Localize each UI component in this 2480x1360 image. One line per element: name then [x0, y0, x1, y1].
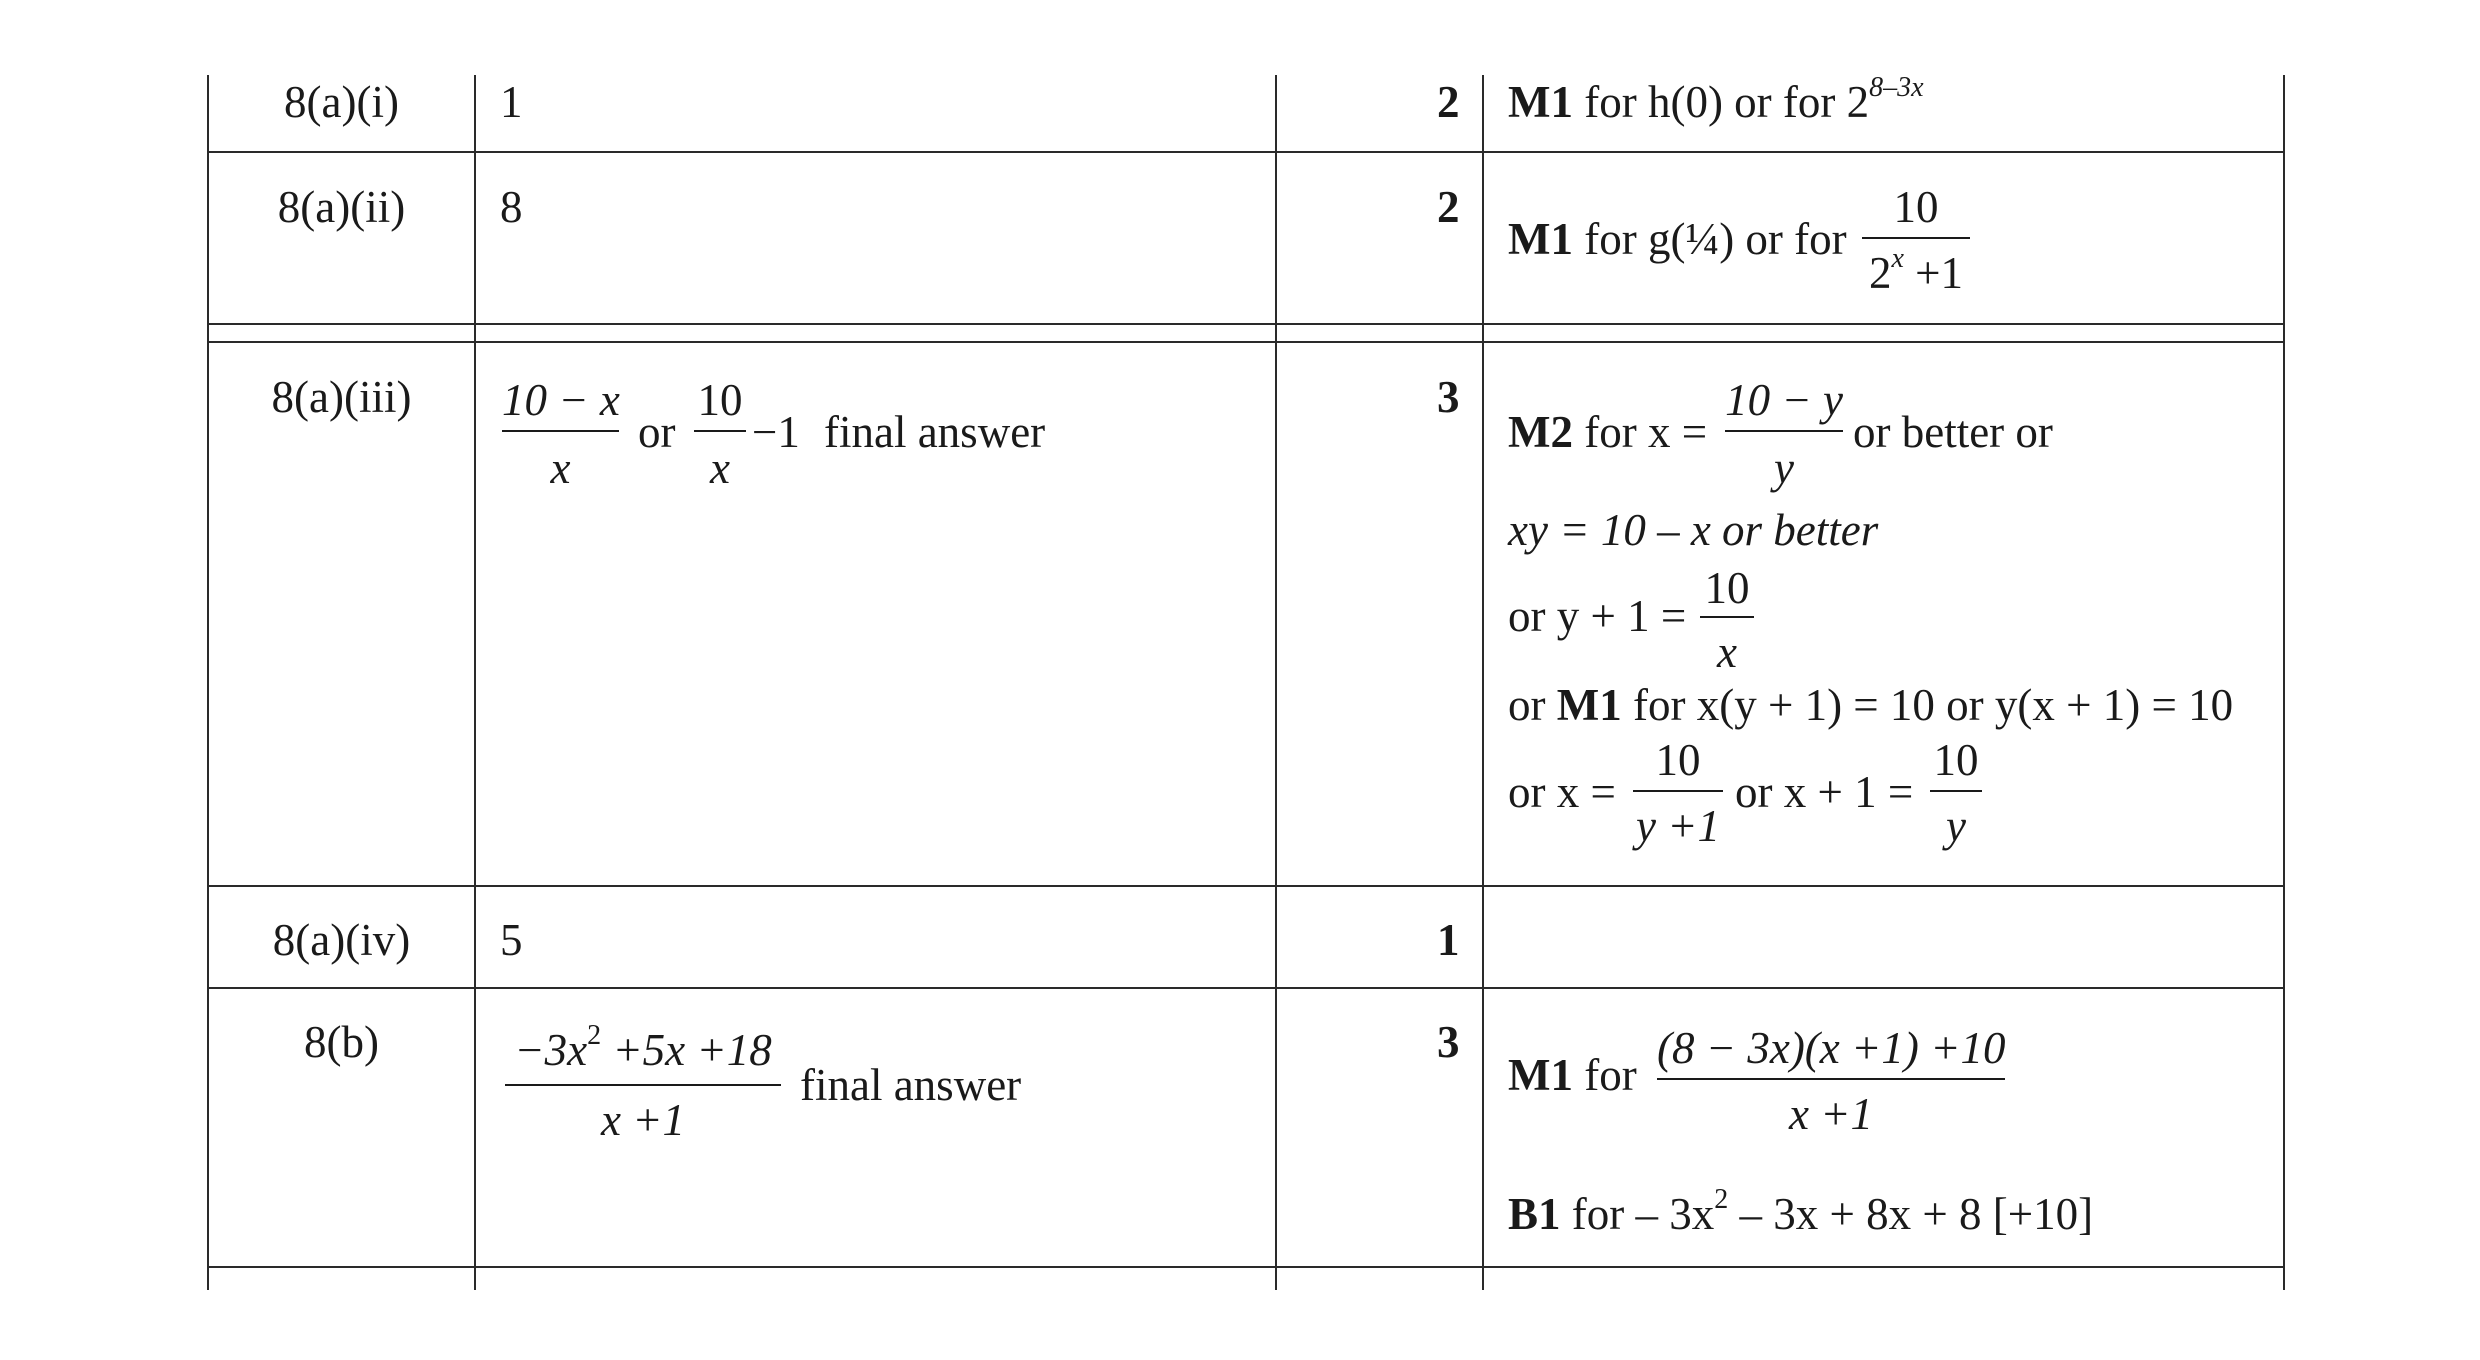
- fraction-bar: [1725, 430, 1843, 432]
- fraction-numerator: 10: [1893, 182, 1939, 232]
- guidance-text: for – 3x: [1571, 1189, 1715, 1239]
- guidance-text: for h(0) or for 2: [1584, 77, 1870, 127]
- question-number: 8(a)(i): [284, 77, 399, 127]
- answer-fraction: [502, 375, 620, 493]
- fraction-denominator: y: [1946, 801, 1966, 851]
- guidance-line: [1508, 407, 1708, 457]
- fraction-numerator: 10: [697, 375, 743, 425]
- fraction-bar: [1657, 1078, 2005, 1080]
- final-answer-note: final answer: [824, 407, 1046, 457]
- question-number: 8(a)(ii): [277, 182, 406, 232]
- table-border-right: [2283, 75, 2285, 1290]
- guidance-text: or x + 1 =: [1735, 767, 1914, 817]
- fraction: [1862, 182, 1970, 300]
- fraction-numerator: 10 − x: [502, 375, 620, 425]
- fraction-numerator: 10 − y: [1725, 375, 1843, 425]
- answer-fraction: [694, 375, 746, 493]
- fraction-numerator: 10: [1704, 563, 1750, 613]
- fraction: [1725, 375, 1843, 493]
- fraction-denominator: $2^x +1$: [1868, 243, 1964, 298]
- column-divider-answer: [474, 75, 476, 1290]
- answer-fraction: [505, 1020, 781, 1145]
- fraction-bar: [694, 430, 746, 432]
- guidance-cell: [1508, 214, 1847, 264]
- method-mark-label: M1: [1556, 680, 1622, 730]
- fraction-bar: [505, 1084, 781, 1086]
- guidance-line: or y + 1 =: [1508, 591, 1687, 641]
- answer-term: −1: [752, 407, 800, 457]
- guidance-cell: [1508, 72, 1924, 127]
- marks-cell: 1: [1437, 915, 1460, 965]
- row-divider-double-bottom: [207, 341, 2285, 343]
- question-number: 8(b): [304, 1017, 379, 1067]
- fraction: [1930, 735, 1982, 851]
- guidance-line: xy = 10 – x or better: [1508, 505, 1879, 555]
- marks-cell: 3: [1437, 1017, 1460, 1067]
- marks-cell: 2: [1437, 182, 1460, 232]
- column-divider-guidance: [1482, 75, 1484, 1290]
- guidance-line: or x =: [1508, 767, 1616, 817]
- row-divider: [207, 885, 2285, 887]
- fraction-denominator: x +1: [1788, 1089, 1874, 1139]
- fraction-denominator: x +1: [600, 1095, 686, 1145]
- exponent: 8–3x: [1869, 72, 1924, 103]
- question-number: 8(a)(iii): [271, 372, 412, 422]
- guidance-text: or: [1508, 680, 1546, 730]
- row-divider: [207, 987, 2285, 989]
- fraction-denominator: x: [1717, 627, 1737, 677]
- or-text: or: [638, 407, 676, 457]
- fraction-denominator: x: [550, 443, 571, 493]
- marks-cell: 3: [1437, 372, 1460, 422]
- question-number: 8(a)(iv): [272, 915, 411, 965]
- marks-cell: 2: [1437, 77, 1460, 127]
- fraction: [1633, 735, 1723, 851]
- fraction-numerator: (8 − 3x)(x +1) +10: [1657, 1023, 2006, 1073]
- column-divider-marks: [1275, 75, 1277, 1290]
- fraction: [1700, 563, 1754, 677]
- method-mark-label: M1: [1508, 214, 1573, 264]
- answer-cell: 1: [500, 77, 523, 127]
- fraction: [1657, 1023, 2006, 1139]
- row-divider-double-top: [207, 323, 2285, 325]
- guidance-line: [1508, 1050, 1637, 1100]
- guidance-line: B1 for – $3x^2 - 3x + 8x + 8$ [+10]: [1508, 1184, 2094, 1239]
- row-divider: [207, 151, 2285, 153]
- guidance-text: or better or: [1853, 407, 2053, 457]
- method-mark-label: M2: [1508, 407, 1573, 457]
- guidance-text: for x =: [1584, 407, 1708, 457]
- fraction-bar: [1930, 790, 1982, 792]
- answer-cell: 8: [500, 182, 523, 232]
- fraction-bar: [502, 430, 619, 432]
- guidance-text: – 3x + 8x + 8 [+10]: [1728, 1189, 2094, 1239]
- guidance-text: for: [1584, 1050, 1637, 1100]
- fraction-numerator: 10: [1655, 735, 1701, 785]
- fraction-numerator: 10: [1933, 735, 1979, 785]
- table-border-left: [207, 75, 209, 1290]
- method-mark-label: M1: [1508, 77, 1573, 127]
- fraction-bar: [1700, 616, 1754, 618]
- fraction-numerator: $-3x^2 +5x +18$: [514, 1020, 772, 1075]
- fraction-bar: [1633, 790, 1723, 792]
- answer-cell: 5: [500, 915, 523, 965]
- final-answer-note: final answer: [800, 1060, 1022, 1110]
- fraction-bar: [1862, 237, 1970, 239]
- guidance-text: for x(y + 1) = 10 or y(x + 1) = 10: [1632, 680, 2234, 730]
- guidance-text: for g(¼) or for: [1584, 214, 1847, 264]
- row-divider: [207, 1266, 2285, 1268]
- fraction-denominator: x: [710, 443, 730, 493]
- method-mark-label: M1: [1508, 1050, 1573, 1100]
- bonus-mark-label: B1: [1508, 1189, 1561, 1239]
- guidance-line: [1508, 680, 2234, 730]
- fraction-denominator: y: [1774, 443, 1794, 493]
- fraction-denominator: y +1: [1635, 801, 1721, 851]
